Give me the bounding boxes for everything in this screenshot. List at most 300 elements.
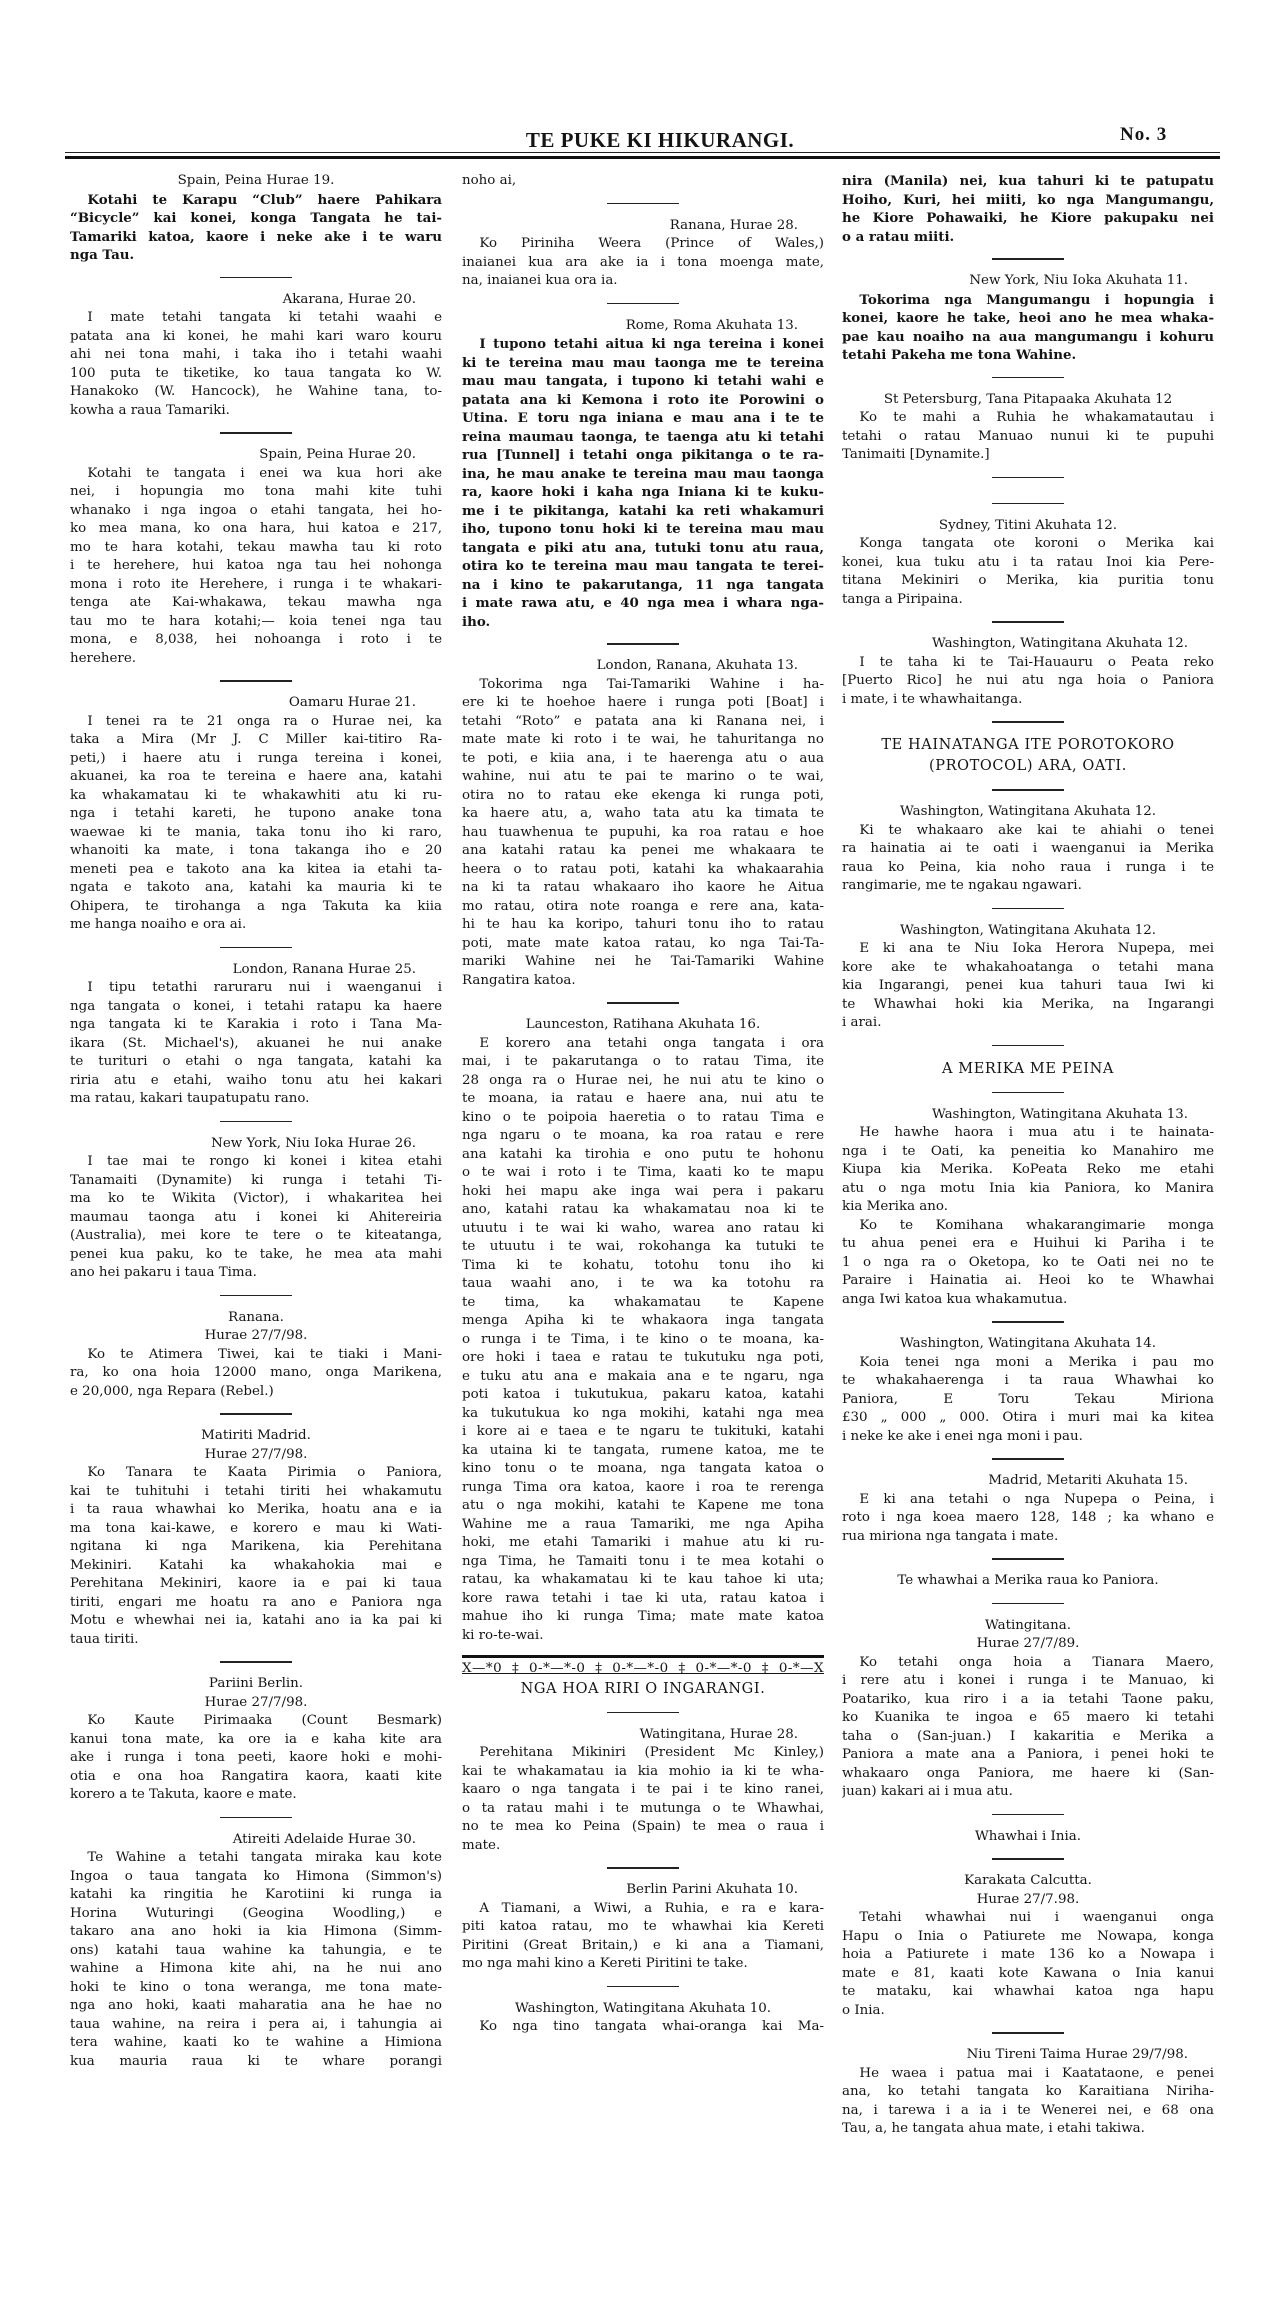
dateline	[70, 1309, 442, 1346]
text-line: taua waahi ano, i te wa ka totohu ra	[462, 1276, 824, 1291]
text-line: £30 „ 000 „ 000. Otira i muri mai ka kitea	[842, 1410, 1214, 1425]
text-line: Ki te whakaaro ake kai te ahiahi o tenei	[859, 822, 1214, 838]
text-line: Oamaru Hurae 21.	[288, 695, 416, 710]
dateline	[842, 1106, 1214, 1125]
text-line: kia Merika ano.	[842, 1199, 949, 1214]
text-line: Paniora, E Toru Tekau Miriona	[842, 1391, 1214, 1407]
text-line: e 20,000, nga Repara (Rebel.)	[70, 1383, 274, 1399]
text-line: rangimarie, me te ngakau ngawari.	[842, 878, 1082, 893]
article-body	[842, 1909, 1214, 2020]
dateline	[842, 272, 1214, 291]
dateline	[842, 1872, 1214, 1909]
dateline	[70, 1831, 442, 1850]
text-line: Hurae 27/7/89.	[976, 1636, 1080, 1651]
text-line: tetahi Pakeha me tona Wahine.	[842, 347, 1077, 363]
article-body	[462, 2018, 824, 2037]
dateline	[70, 446, 442, 465]
article-body	[842, 1654, 1214, 1802]
text-line: ma ratau, kakari taupatupatu rano.	[70, 1091, 310, 1106]
section-heading	[842, 735, 1214, 777]
ornamental-divider	[462, 1645, 824, 1679]
article-body	[70, 1712, 442, 1805]
text-line: me hanga noaiho e ora ai.	[70, 917, 247, 932]
dateline	[462, 1726, 824, 1745]
dateline	[462, 1016, 824, 1035]
text-line: ngitana ki nga Marikena, kia Perehitana	[70, 1539, 442, 1554]
text-line: Ko te Atimera Tiwei, kai te tiaki i Mani-	[87, 1346, 442, 1362]
dateline	[462, 217, 824, 236]
section-divider	[842, 246, 1214, 272]
text-line: na, inaianei kua ora ia.	[462, 273, 618, 288]
article-body	[70, 713, 442, 935]
text-line: hoki te kino o tona weranga, me tona mate-	[70, 1979, 442, 1995]
dateline	[70, 1135, 442, 1154]
text-line: Atireiti Adelaide Hurae 30.	[232, 1831, 416, 1847]
section-divider	[70, 1109, 442, 1135]
article-body	[70, 1849, 442, 2071]
text-line: Kotahi te Karapu “Club” haere Pahikara	[87, 191, 442, 208]
dateline	[70, 1675, 442, 1712]
dateline	[70, 961, 442, 980]
text-line: Ko tetahi onga hoia a Tianara Maero,	[859, 1654, 1214, 1670]
section-heading	[462, 1679, 824, 1700]
article-body	[462, 676, 824, 991]
text-line: i arai.	[842, 1015, 882, 1030]
text-line: Ko te mahi a Ruhia he whakamatautau i	[859, 410, 1214, 425]
text-line: i rere atu i konei i runga i te Manuao, ki	[842, 1673, 1214, 1688]
text-line: ngata e takoto ana, katahi ka mauria ki te	[70, 880, 442, 895]
text-line: E ki ana tetahi o nga Nupepa o Peina, i	[859, 1491, 1214, 1507]
text-line: A MERIKA ME PEINA	[942, 1060, 1114, 1077]
dateline	[462, 317, 824, 336]
text-line: nira (Manila) nei, kua tahuri ki te patupatu	[842, 173, 1214, 189]
text-line: kore rawa tetahi i tae ki uta, ratau katoa i	[462, 1590, 824, 1606]
text-line: te utuutu i te wai, rokohanga ka tutuki te	[462, 1239, 824, 1254]
text-line: ina, he mau anake te tereina mau mau taonga	[462, 465, 824, 482]
text-line: Tokorima nga Mangumangu i hopungia i	[859, 291, 1214, 308]
text-line: o Inia.	[842, 2002, 885, 2018]
section-divider	[462, 1855, 824, 1881]
text-line: Niu Tireni Taima Hurae 29/7/98.	[966, 2047, 1188, 2062]
text-line: te whakahaerenga i ta raua Whawhai ko	[842, 1373, 1214, 1388]
dateline	[842, 1617, 1214, 1654]
dateline	[70, 694, 442, 713]
article-body	[842, 1124, 1214, 1217]
text-line: ko Kuanika te ingoa e 65 maero ki tetahi	[842, 1710, 1214, 1725]
text-line: I tipu tetathi raruraru nui i waenganui i	[87, 980, 442, 995]
text-line: mate e 81, kaati kote Kawana o Inia kanui	[842, 1965, 1214, 1981]
section-divider	[70, 668, 442, 694]
text-line: London, Ranana Hurae 25.	[232, 961, 416, 977]
text-line: piti katoa ratau, mo te whawhai kia Kereti	[462, 1919, 824, 1934]
text-line: te moana, ia ratau e haere ana, nui atu te	[462, 1091, 824, 1106]
text-line: nga tangata ki te Karakia i roto i Tana Ma-	[70, 1017, 442, 1032]
text-line: kanui tona mate, ka ore ia e kaha kite ara	[70, 1731, 442, 1747]
dateline	[462, 1881, 824, 1900]
text-line: ka haere atu, a, waho tata atu ka timata te	[462, 806, 824, 821]
article-body	[462, 1035, 824, 1646]
text-line: Washington, Watingitana Akuhata 12.	[931, 636, 1188, 651]
dateline	[842, 1472, 1214, 1491]
text-line: NGA HOA RIRI O INGARANGI.	[520, 1680, 766, 1697]
article-body	[462, 1744, 824, 1855]
dateline	[842, 922, 1214, 941]
text-line: Spain, Peina Hurae 19.	[177, 173, 335, 188]
text-line: Mekiniri. Katahi ka whakahokia mai e	[70, 1557, 442, 1573]
text-line: nga i tetahi kareti, he tupono anake tona	[70, 806, 442, 821]
article-body	[70, 979, 442, 1109]
text-line: Wahine me a raua Tamariki, me nga Apiha	[462, 1516, 824, 1532]
text-line: tiriti, engari me hoatu ra ano e Paniora nga	[70, 1594, 442, 1610]
text-line: wahine a Himona kite ahi, na he nui ano	[70, 1961, 442, 1976]
text-line: (Australia), mei kore te tere o te kiteatanga,	[70, 1228, 442, 1243]
text-line: patata ana ki Kemona i roto ite Porowini o	[462, 391, 824, 408]
text-line: he Kiore Pohawaiki, he Kiore pakupaku nei	[842, 210, 1214, 226]
text-line: i te herehere, hui katoa nga tau hei nohonga	[70, 558, 442, 573]
section-divider	[70, 1401, 442, 1427]
text-line: Ko te Komihana whakarangimarie monga	[859, 1217, 1214, 1233]
text-line: Tanamaiti (Dynamite) ki runga i tetahi Ti-	[70, 1172, 442, 1188]
column-1	[70, 172, 442, 2071]
text-line: tanga a Piripaina.	[842, 591, 963, 607]
article-body	[842, 2065, 1214, 2139]
section-divider	[842, 1591, 1214, 1617]
text-line: Ranana.	[228, 1309, 284, 1325]
text-line: wahine, nui atu te pai te marino o te wai,	[462, 769, 824, 784]
dateline	[462, 2000, 824, 2019]
text-line: nga ano hoki, kaati maharatia ana he hae no	[70, 1998, 442, 2013]
text-line: kowha a raua Tamariki.	[70, 402, 230, 418]
text-line: pae kau noaiho na aua mangumangu i kohuru	[842, 328, 1214, 345]
section-divider	[842, 896, 1214, 922]
text-line: meneti pea e takoto ana ka kitea ia etahi ta-	[70, 861, 442, 877]
text-line: Kotahi te tangata i enei wa kua hori ake	[87, 465, 442, 481]
text-line: me i te pikitanga, katahi ka reti whakamuri	[462, 502, 824, 519]
dateline	[70, 291, 442, 310]
text-line: konei, kaore he take, heoi ano he mea whaka-	[842, 310, 1214, 326]
text-line: He hawhe haora i mua atu i te hainata-	[859, 1125, 1214, 1140]
text-line: kia Ingarangi, penei kua tahuri taua Iwi ki	[842, 978, 1214, 993]
section-divider	[462, 1974, 824, 2000]
text-line: Berlin Parini Akuhata 10.	[626, 1882, 798, 1897]
text-line: kino o te poipoia haeretia o to ratau Tima e	[462, 1109, 824, 1125]
section-divider	[462, 1700, 824, 1726]
section-divider	[842, 1546, 1214, 1572]
text-line: Ko Kaute Pirimaaka (Count Besmark)	[87, 1713, 442, 1728]
section-heading	[842, 1059, 1214, 1080]
section-divider	[70, 265, 442, 291]
text-line: ma tona kai-kawe, e korero e mau ki Wati-	[70, 1520, 442, 1536]
column-2	[462, 172, 824, 2037]
article-body	[842, 172, 1214, 246]
text-line: ana katahi ka tirohia e ono putu te hohonu	[462, 1146, 824, 1162]
article-body	[842, 1354, 1214, 1447]
text-line: roto i nga koea maero 128, 148 ; ka whano e	[842, 1510, 1214, 1525]
dateline	[842, 1335, 1214, 1354]
text-line: hoki hei mapu ake inga wai pera i pakaru	[462, 1183, 824, 1199]
text-line: raua ko Peina, kia noho raua i runga i te	[842, 859, 1214, 875]
text-line: Hurae 27/7/98.	[204, 1328, 308, 1343]
text-line: Konga tangata ote koroni o Merika kai	[859, 536, 1214, 551]
text-line: tau mo te hara kotahi;— koia tenei nga tau	[70, 613, 442, 629]
text-line: Tanimaiti [Dynamite.]	[842, 447, 990, 462]
text-line: 100 puta te tiketike, ko taua tangata ko W.	[70, 365, 442, 381]
dateline	[842, 1572, 1214, 1591]
text-line: taka a Mira (Mr J. C Miller kai-titiro Ra-	[70, 732, 442, 747]
text-line: no te mea ko Peina (Spain) te mea o raua i	[462, 1819, 824, 1834]
text-line: Matiriti Madrid.	[201, 1428, 311, 1443]
text-line: X—*0‡0-*—*-0‡0-*—*-0‡0-*—*-0‡0-*—X	[462, 1661, 824, 1676]
text-line: herehere.	[70, 650, 137, 666]
text-line: ons) katahi taua wahine ka tahungia, e te	[70, 1942, 442, 1958]
text-line: kino tonu o te moana, nga tangata katoa o	[462, 1461, 824, 1476]
text-line: atu o nga mokihi, katahi te Kapene me tona	[462, 1498, 824, 1513]
text-line: ake i runga i tona peeti, kaore hoki e mohi-	[70, 1750, 442, 1765]
section-divider	[842, 1846, 1214, 1872]
text-line: akuanei, ka roa te tereina e haere ana, katahi	[70, 769, 442, 784]
issue-number: No. 3	[1120, 124, 1168, 145]
text-line: New York, Niu Ioka Akuhata 11.	[969, 273, 1188, 288]
section-divider	[70, 1805, 442, 1831]
article-body	[842, 1217, 1214, 1310]
text-line: I tae mai te rongo ki konei i kitea etahi	[87, 1154, 442, 1169]
text-line: riria atu e etahi, waiho tonu atu hei kakari	[70, 1072, 442, 1088]
text-line: London, Ranana, Akuhata 13.	[596, 658, 798, 673]
text-line: hi te hau ka koripo, tahuri tonu iho to ratau	[462, 917, 824, 932]
text-line: Watingitana, Hurae 28.	[639, 1726, 798, 1742]
text-line: poti katoa i tukutukua, pakaru katoa, katahi	[462, 1387, 824, 1402]
text-line: hau tuawhenua te pupuhi, ka roa ratau e hoe	[462, 824, 824, 840]
text-line: ere ki te hoehoe haere i runga poti [Boat] i	[462, 695, 824, 710]
text-line: o a ratau miiti.	[842, 228, 955, 245]
text-line: Koia tenei nga moni a Merika i pau mo	[859, 1354, 1214, 1370]
text-line: I tenei ra te 21 onga ra o Hurae nei, ka	[87, 713, 442, 729]
text-line: te turituri o etahi o nga tangata, katahi ka	[70, 1054, 442, 1069]
dateline	[842, 803, 1214, 822]
article-body	[842, 409, 1214, 465]
text-line: otira no to ratau eke ekenga ki runga poti,	[462, 787, 824, 803]
text-line: Tetahi whawhai nui i waenganui onga	[859, 1910, 1214, 1925]
text-line: Sydney, Titini Akuhata 12.	[938, 517, 1118, 533]
text-line: rua miriona nga tangata i mate.	[842, 1528, 1059, 1544]
text-line: Horina Wuturingi (Geogina Woodling,) e	[70, 1905, 442, 1921]
text-line: TE HAINATANGA ITE POROTOKORO	[881, 737, 1175, 753]
text-line: mau mau tangata, i tupono ki tetahi wahi e	[462, 373, 824, 389]
text-line: mona i roto ite Herehere, i runga i te whakari-	[70, 576, 442, 592]
text-line: ko mea mana, ko ona hara, hui katoa e 217,	[70, 521, 442, 536]
text-line: Washington, Watingitana Akuhata 13.	[931, 1106, 1188, 1122]
section-divider	[462, 990, 824, 1016]
text-line: Watingitana.	[985, 1617, 1071, 1633]
article-body	[70, 1153, 442, 1283]
text-line: mariki Wahine nei he Tai-Tamariki Wahine	[462, 954, 824, 969]
text-line: ana, ko tetahi tangata ko Karaitiana Niriha-	[842, 2084, 1214, 2099]
text-line: hoki, me etahi Tamariki i mahue atu ki ru-	[462, 1535, 824, 1550]
text-line: Motu e whewhai nei ia, katahi ano ia ka pai ki	[70, 1613, 442, 1628]
text-line: Rome, Roma Akuhata 13.	[625, 317, 798, 333]
text-line: kua mauria raua ki te whare porangi	[70, 2053, 442, 2069]
dateline	[842, 635, 1214, 654]
section-divider	[462, 291, 824, 317]
text-line: menga Apiha ki te whakaora inga tangata	[462, 1313, 824, 1328]
text-line: ra, kaore hoki i kaha nga Iniana ki te kuku-	[462, 484, 824, 500]
text-line: 1 o nga ra o Oketopa, ko te Oati nei no te	[842, 1254, 1214, 1270]
dateline	[842, 517, 1214, 536]
text-line: heera o to ratau poti, katahi ka whakaarahia	[462, 861, 824, 877]
text-line: ra, ko ona hoia 12000 mano, onga Marikena,	[70, 1365, 442, 1380]
text-line: I tupono tetahi aitua ki nga tereina i konei	[479, 336, 824, 352]
text-line: Perehitana Mekiniri, kaore ia e pai ki taua	[70, 1576, 442, 1591]
text-line: Akarana, Hurae 20.	[282, 291, 416, 307]
text-line: kai te tuhituhi i tetahi tiriti hei whakamutu	[70, 1483, 442, 1499]
text-line: E korero ana tetahi onga tangata i ora	[479, 1035, 824, 1051]
text-line: tu ahua penei era e Huihui ki Pariha i te	[842, 1236, 1214, 1251]
article-body	[462, 235, 824, 291]
text-line: ikara (St. Michael's), akuanei he nui anake	[70, 1035, 442, 1051]
dateline	[842, 1828, 1214, 1847]
text-line: ana katahi ratau ka penei me whakaara te	[462, 843, 824, 858]
dateline	[842, 2046, 1214, 2065]
text-line: Perehitana Mikiniri (President Mc Kinley,)	[479, 1745, 824, 1760]
text-line: Ko nga tino tangata whai-oranga kai Ma-	[479, 2019, 824, 2034]
text-line: He waea i patua mai i Kaatataone, e penei	[859, 2065, 1214, 2081]
text-line: Karakata Calcutta.	[964, 1873, 1092, 1888]
section-divider	[842, 1446, 1214, 1472]
section-divider	[462, 631, 824, 657]
text-line: nei, i hopungia mo tona mahi kite tuhi	[70, 484, 442, 499]
text-line: mate mate ki roto i te wai, he tahuritanga no	[462, 732, 824, 747]
section-divider	[842, 2020, 1214, 2046]
text-line: Washington, Watingitana Akuhata 12.	[899, 804, 1157, 819]
text-line: Paniora a mate ana a Paniora, i penei hoki te	[842, 1747, 1214, 1762]
text-line: Tokorima nga Tai-Tamariki Wahine i ha-	[479, 676, 824, 692]
text-line: o ta ratau mahi i te mutunga o te Whawhai,	[462, 1800, 824, 1816]
text-line: taua wahine, na reira i pera ai, i tahungia ai	[70, 2016, 442, 2032]
text-line: titana Mekiniri o Merika, kia puritia tonu	[842, 573, 1214, 588]
text-line: Paraire i Hainatia ai. Heoi ko te Whawhai	[842, 1273, 1214, 1288]
text-line: mo ratau, otira note roanga e rere ana, kata-	[462, 898, 824, 914]
masthead-rule-thick	[65, 156, 1220, 159]
article-body	[842, 654, 1214, 710]
article-body	[462, 335, 824, 631]
column-3	[842, 172, 1214, 2139]
section-divider	[70, 420, 442, 446]
text-line: A Tiamani, a Wiwi, a Ruhia, e ra e kara-	[479, 1900, 824, 1916]
dateline	[70, 172, 442, 191]
text-line: Hapu o Inia o Patiurete me Nowapa, konga	[842, 1928, 1214, 1944]
text-line: Pariini Berlin.	[208, 1676, 304, 1691]
text-line: anga Iwi katoa kua whakamutua.	[842, 1291, 1068, 1307]
text-line: i neke ke ake i enei nga moni i pau.	[842, 1428, 1083, 1444]
section-divider	[842, 1309, 1214, 1335]
text-line: patata ana ki konei, he mahi kari waro kouru	[70, 328, 442, 344]
section-divider	[842, 609, 1214, 635]
text-line: inaianei kua ara ake ia i tona moenga mate,	[462, 254, 824, 270]
text-line: otia e ona hoa Rangatira kaora, kaati kite	[70, 1768, 442, 1784]
section-divider	[842, 465, 1214, 491]
text-line: whakaaro onga Paniora, me haere ki (San-	[842, 1765, 1214, 1781]
text-line: te mataku, kai whawhai katoa nga hapu	[842, 1984, 1214, 1999]
text-line: Piritini (Great Britain,) e ki ana a Tiamani,	[462, 1937, 824, 1953]
text-line: i kore ai e taea e te ngaru te tukituki, katahi	[462, 1424, 824, 1439]
text-line: ma ko te Wikita (Victor), i whakaritea hei	[70, 1191, 442, 1206]
text-line: atu o nga motu Inia kia Paniora, ko Manira	[842, 1180, 1214, 1196]
text-line: maumau taonga atu i konei ki Ahitereiria	[70, 1209, 442, 1225]
text-line: mo te hara kotahi, tekau mawha tau ki roto	[70, 539, 442, 555]
article-body	[842, 940, 1214, 1033]
text-line: i ta raua whawhai ko Merika, hoatu ana e ia	[70, 1502, 442, 1517]
text-line: whanoiti ka mate, i tona takanga iho e 20	[70, 843, 442, 858]
text-line: otira ko te tereina mau mau tangata te terei-	[462, 558, 824, 574]
article-body	[842, 822, 1214, 896]
text-line: te Whawhai hoki kia Merika, na Ingarangi	[842, 996, 1214, 1012]
text-line: reina maumau taonga, te taenga atu ki tetahi	[462, 428, 824, 445]
text-line: korero a te Takuta, kaore e mate.	[70, 1787, 297, 1802]
text-line: ki te tereina mau mau taonga me te tereina	[462, 354, 824, 371]
section-divider	[842, 1033, 1214, 1059]
text-line: i mate, i te whawhaitanga.	[842, 691, 1023, 707]
text-line: nga tangata o konei, i tetahi ratapu ka haere	[70, 998, 442, 1014]
text-line: Hurae 27/7/98.	[204, 1446, 308, 1462]
text-line: Ko Piriniha Weera (Prince of Wales,)	[479, 236, 824, 251]
text-line: Hurae 27/7.98.	[976, 1891, 1080, 1907]
article-body	[842, 535, 1214, 609]
text-line: mo nga mahi kino a Kereti Piritini te take.	[462, 1956, 748, 1971]
text-line: o te wai i roto i te Tima, kaati ko te mapu	[462, 1165, 824, 1180]
text-line: Tima ki te kohatu, totohu tonu iho ki	[462, 1257, 824, 1273]
text-line: i mate rawa atu, e 40 nga mea i whara nga-	[462, 595, 824, 611]
text-line: “Bicycle” kai konei, konga Tangata he tai-	[70, 210, 442, 226]
text-line: na, i tarewa i a ia i te Wenerei nei, e 68 ona	[842, 2102, 1214, 2118]
text-line: Rangatira katoa.	[462, 972, 576, 988]
text-line: Utina. E toru nga iniana e mau ana i te te	[462, 410, 824, 426]
text-line: ra hainatia ai te oati i waenganui ia Merika	[842, 841, 1214, 856]
text-line: juan) kakari ai i mua atu.	[842, 1784, 1013, 1799]
text-line: Washington, Watingitana Akuhata 12.	[899, 922, 1157, 938]
section-divider	[842, 1802, 1214, 1828]
text-line: Kiupa kia Merika. KoPeata Reko me etahi	[842, 1162, 1214, 1177]
text-line: konei, kua tuku atu i ta ratau Inoi kia Pere-	[842, 554, 1214, 570]
article-body	[70, 309, 442, 420]
text-line: nga i te Oati, ka peneitia ko Manahiro me	[842, 1143, 1214, 1159]
text-line: iho, tupono tonu hoki ki te tereina mau mau	[462, 521, 824, 537]
section-divider	[70, 935, 442, 961]
text-line: (PROTOCOL) ARA, OATI.	[929, 758, 1127, 774]
section-divider	[842, 365, 1214, 391]
text-line: Hurae 27/7/98.	[204, 1694, 308, 1710]
text-line: te poti, e kiia ana, i te haerenga atu o aua	[462, 750, 824, 766]
text-line: e tuku atu ana e makaia ana e te ngaru, nga	[462, 1368, 824, 1384]
article-body	[462, 1900, 824, 1974]
text-line: 28 onga ra o Hurae nei, he nui atu te kino o	[462, 1072, 824, 1088]
text-line: o runga i te Tima, i te kino o te moana, ka-	[462, 1331, 824, 1347]
section-divider	[462, 191, 824, 217]
text-line: Te Wahine a tetahi tangata miraka kau kote	[87, 1850, 442, 1865]
text-line: ahi nei tona mahi, i taka iho i tetahi waahi	[70, 347, 442, 362]
dateline	[842, 391, 1214, 410]
section-divider	[70, 1649, 442, 1675]
text-line: hoia a Patiurete i mate 136 ko a Nowapa i	[842, 1947, 1214, 1962]
text-line: Ranana, Hurae 28.	[669, 217, 798, 233]
text-line: New York, Niu Ioka Hurae 26.	[211, 1135, 416, 1151]
text-line: Whawhai i Inia.	[975, 1828, 1081, 1844]
article-body	[842, 1491, 1214, 1547]
text-line: I te taha ki te Tai-Hauauru o Peata reko	[859, 654, 1214, 670]
article-body	[70, 1464, 442, 1649]
text-line: kore ake te whakahoatanga o tetahi mana	[842, 959, 1214, 975]
text-line: whanako i nga ingoa o etahi tangata, hei ho-	[70, 502, 442, 518]
section-divider	[842, 1080, 1214, 1106]
